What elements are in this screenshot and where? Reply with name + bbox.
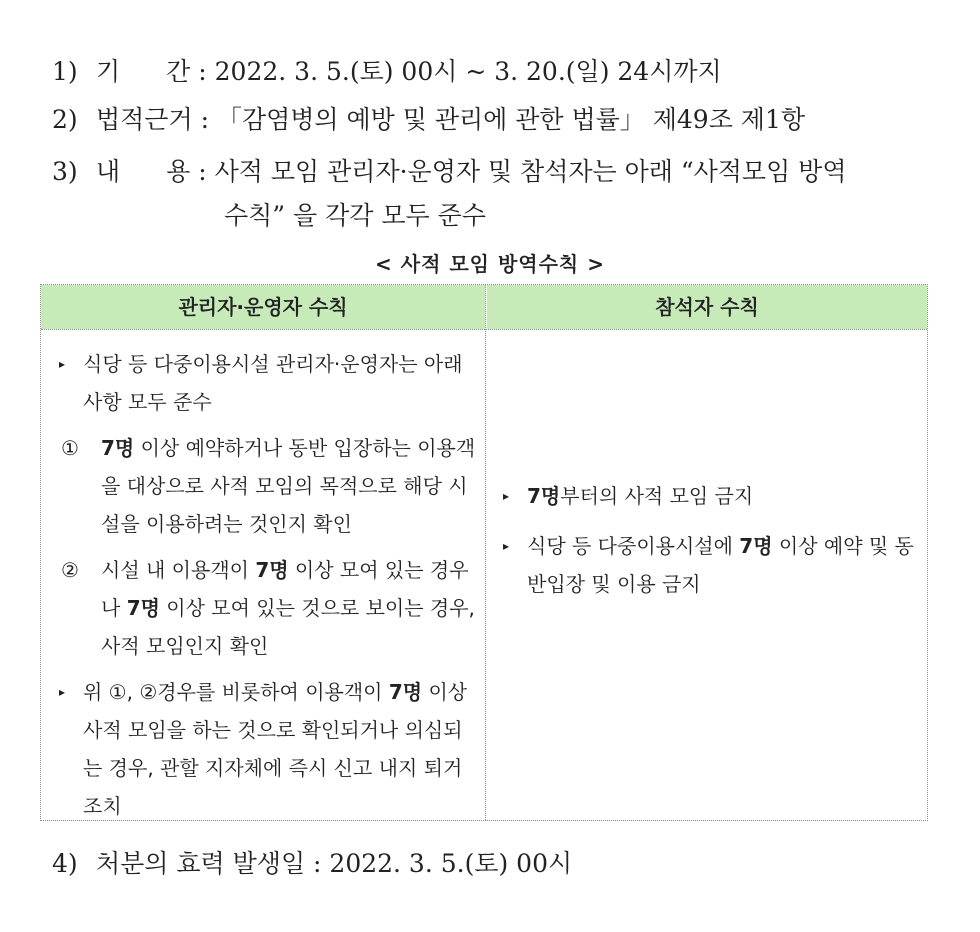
effective-date-text: 처분의 효력 발생일 : 2022. 3. 5.(토) 00시 [96,849,573,878]
item-number: 2) [52,105,78,134]
rule-text: 식당 등 다중이용시설 관리자·운영자는 아래 사항 모두 준수 [83,352,463,414]
column-divider [485,285,486,820]
effective-date-line [52,847,572,881]
bold-count: 7명 [101,436,135,460]
item-number: 1) [52,57,78,86]
rule-text: 이상 예약 및 동반입장 및 이용 금지 [527,534,914,596]
rule-text: 이상 예약하거나 동반 입장하는 이용객을 대상으로 사적 모임의 목적으로 해당 시설을 이용하려는 것인지 확인 [101,436,476,536]
period-line [52,55,722,89]
period-text: 2022. 3. 5.(토) 00시 ~ 3. 20.(일) 24시까지 [214,57,722,86]
list-item [499,527,919,603]
header-manager-rules: 관리자·운영자 수칙 [41,285,485,329]
bold-count: 7명 [527,484,561,508]
legal-basis-label: 법적근거 [96,105,193,134]
list-item [55,345,479,421]
content-text: 사적 모임 관리자·운영자 및 참석자는 아래 “사적모임 방역 [214,157,847,186]
bold-count: 7명 [388,680,423,704]
rules-table [40,284,928,821]
bold-count: 7명 [739,534,773,558]
bullet-icon: ▸ [503,489,510,503]
header-attendee-rules: 참석자 수칙 [487,285,927,329]
list-item [55,429,479,543]
rule-text: 위 ①, ②경우를 비롯하여 이용객이 [83,680,389,704]
header-divider [41,329,927,330]
rule-text: 이상 모여 있는 것으로 보이는 경우, 사적 모임인지 확인 [101,596,475,658]
content-label-b: 용 [166,157,191,186]
bullet-icon: ▸ [59,685,66,699]
bullet-icon: ▸ [59,357,66,371]
list-item [55,673,479,825]
separator: : [198,57,207,86]
bold-count: 7명 [126,596,160,620]
period-label-b: 간 [166,57,191,86]
bold-count: 7명 [255,558,289,582]
legal-basis-line [52,103,805,137]
item-number: 4) [52,849,78,878]
content-label-a: 내 [96,157,121,186]
rule-text: 식당 등 다중이용시설에 [527,534,740,558]
legal-basis-text: 「감염병의 예방 및 관리에 관한 법률」 제49조 제1항 [216,105,805,134]
list-item [499,477,919,515]
bullet-icon: ▸ [503,539,510,553]
period-label-a: 기 [96,57,121,86]
item-number: 3) [52,157,78,186]
attendee-rules-cell [499,477,919,615]
rule-text: 이상 모여 있는 경우나 [101,558,469,620]
circled-number-1: ① [61,436,79,460]
rule-text: 시설 내 이용객이 [101,558,256,582]
separator: : [198,157,207,186]
rule-text: 부터의 사적 모임 금지 [560,484,754,508]
content-line [52,155,846,189]
separator: : [200,105,209,134]
list-item [55,551,479,665]
circled-number-2: ② [61,558,79,582]
manager-rules-cell [55,345,479,833]
table-title: < 사적 모임 방역수칙 > [375,252,605,276]
rule-text: 이상 사적 모임을 하는 것으로 확인되거나 의심되는 경우, 관할 지자체에 즉시 신고 내지 퇴거 조치 [83,680,468,818]
content-text-continued: 수칙” 을 각각 모두 준수 [224,201,486,230]
